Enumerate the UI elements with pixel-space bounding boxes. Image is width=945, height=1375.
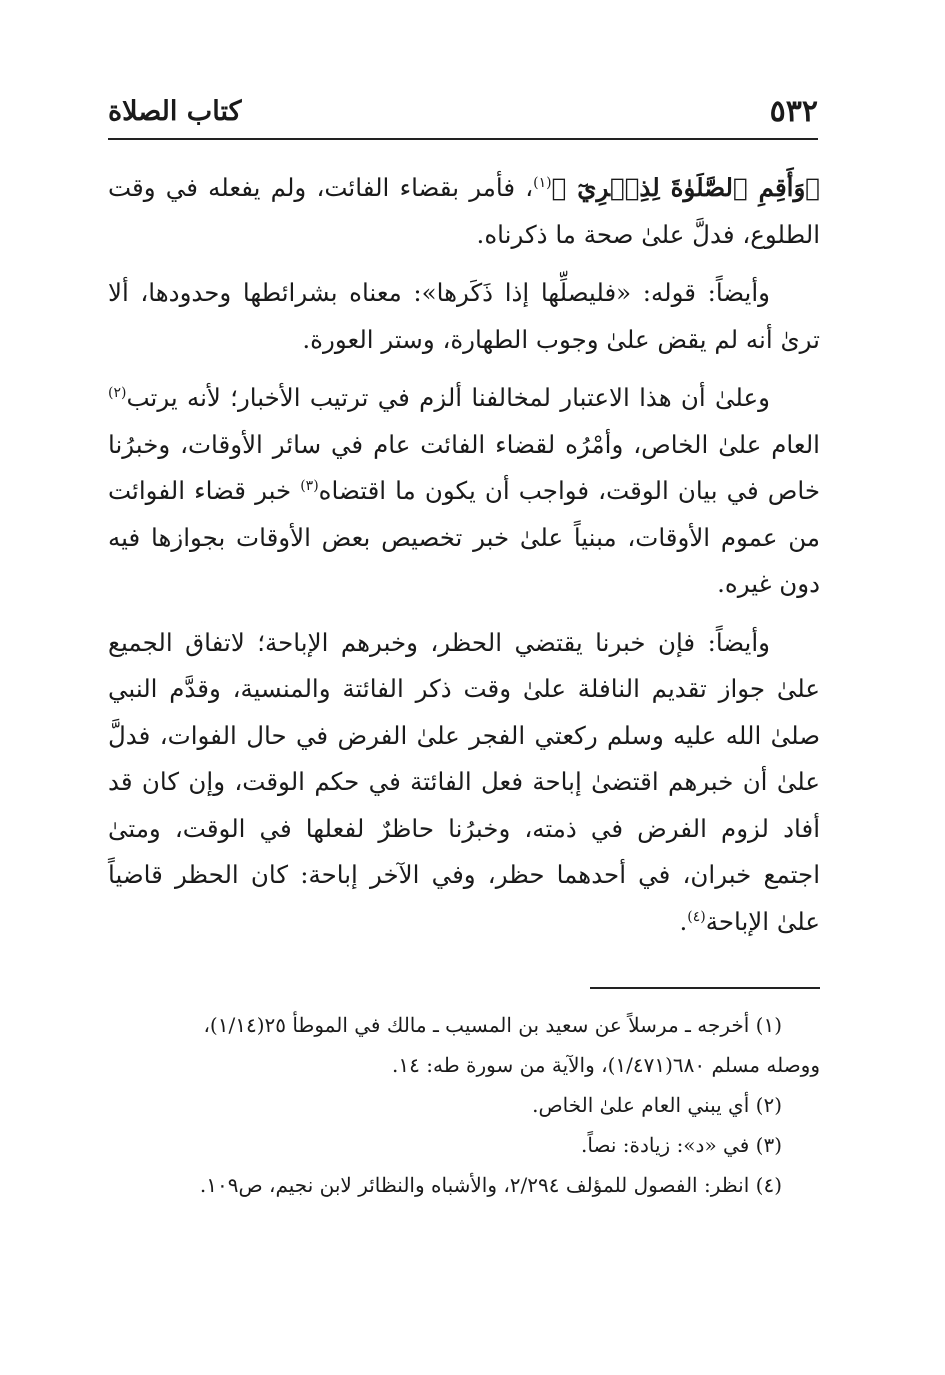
- paragraph-2: [108, 270, 820, 363]
- footnote-divider: [590, 987, 820, 989]
- paragraph-3-text-c: خبر قضاء الفوائت من عموم الأوقات، مبنياً علىٰ خبر تخصيص بعض الأوقات بجوازها فيه دون غيره.: [108, 476, 820, 598]
- footnote-ref-1: (١): [533, 174, 552, 191]
- quran-verse: ﴿وَأَقِمِ ٱلصَّلَوٰةَ لِذِكۡرِيٓ ﴾: [551, 173, 820, 202]
- paragraph-2-text: وأيضاً: قوله: «فليصلِّها إذا ذَكَرها»: معناه بشرائطها وحدودها، ألا ترىٰ أنه لم يقض علىٰ وجوب الطهارة، وستر العورة.: [108, 278, 820, 354]
- footnote-ref-4: (٤): [687, 908, 706, 925]
- paragraph-3: [108, 375, 820, 608]
- paragraph-1-text: ، فأمر بقضاء الفائت، ولم يفعله في وقت الطلوع، فدلَّ علىٰ صحة ما ذكرناه.: [108, 173, 820, 249]
- footnote-1-line-1: (١) أخرجه ـ مرسلاً عن سعيد بن المسيب ـ مالك في الموطأ ٢٥(١/١٤)،: [203, 1013, 782, 1037]
- footnote-3: (٣) في «د»: زيادة: نصاً.: [581, 1133, 782, 1157]
- paragraph-3-text-a: وعلىٰ أن هذا الاعتبار لمخالفنا ألزم في ترتيب الأخبار؛ لأنه يرتب: [126, 383, 770, 412]
- footnote-1-line-2: ووصله مسلم ٦٨٠(١/٤٧١)، والآية من سورة طه: ١٤.: [392, 1053, 820, 1077]
- paragraph-4: [108, 620, 820, 946]
- footnote-ref-3: (٣): [300, 477, 319, 494]
- footnote-2: (٢) أي يبني العام علىٰ الخاص.: [532, 1093, 782, 1117]
- paragraph-3-text-b: العام علىٰ الخاص، وأمْرُه لقضاء الفائت عام في سائر الأوقات، وخبرُنا خاص في بيان الوقت، فواجب أن يكون ما اقتضاه: [108, 429, 820, 505]
- paragraph-1: [108, 165, 820, 258]
- page-number: ٥٣٢: [769, 94, 818, 129]
- running-title: كتاب الصلاة: [108, 96, 242, 127]
- footnote-ref-2: (٢): [108, 384, 127, 401]
- main-text: [108, 165, 820, 957]
- footnotes: [108, 1005, 820, 1205]
- page-header: [108, 92, 818, 140]
- paragraph-4-end: .: [679, 906, 688, 936]
- paragraph-4-text: وأيضاً: فإن خبرنا يقتضي الحظر، وخبرهم الإباحة؛ لاتفاق الجميع علىٰ جواز تقديم النافلة علىٰ وقت ذكر الفائتة والمنسية، وقدَّم النبي صلىٰ الله عليه وسلم ركعتي الفجر علىٰ الفرض في حال الفوات، فدلَّ علىٰ أن خبرهم اقتضىٰ إباحة فعل الفائتة في حكم الوقت، وإن كان قد أفاد لزوم الفرض في ذمته، وخبرُنا حاظرٌ لفعلها في الوقت، ومتىٰ اجتمع خبران، في أحدهما حظر، وفي الآخر إباحة: كان الحظر قاضياً علىٰ الإباحة: [108, 627, 820, 936]
- footnote-4: (٤) انظر: الفصول للمؤلف ٢/٢٩٤، والأشباه والنظائر لابن نجيم، ص١٠٩.: [199, 1173, 782, 1197]
